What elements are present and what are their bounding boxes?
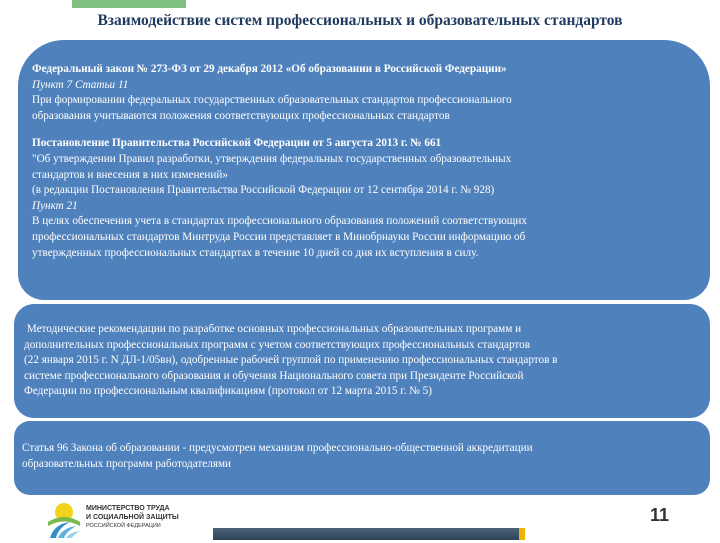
decree-name: "Об утверждении Правил разработки, утверждения федеральных государственных образовательных xyxy=(32,152,512,165)
text-line: (22 января 2015 г. N ДЛ-1/05вн), одобренные рабочей группой по применению профессиональных стандартов в xyxy=(24,354,558,367)
logo-line: И СОЦИАЛЬНОЙ ЗАЩИТЫ xyxy=(86,514,179,521)
page-number: 11 xyxy=(650,505,670,525)
text-line: дополнительных профессиональных программ с учетом соответствующих профессиональных стандартов xyxy=(24,338,531,351)
decree-clause: Пункт 21 xyxy=(32,199,78,212)
logo-line: РОССИЙСКОЙ ФЕДЕРАЦИИ xyxy=(86,523,161,529)
law-title: Федеральный закон № 273-ФЗ от 29 декабря 2012 «Об образовании в Российской Федерации» xyxy=(32,63,507,75)
text-line: Методические рекомендации по разработке основных профессиональных образовательных программ и xyxy=(24,323,522,335)
law-text: При формировании федеральных государственных образовательных стандартов профессионального xyxy=(32,94,512,107)
decree-title: Постановление Правительства Российской Федерации от 5 августа 2013 г. № 661 xyxy=(32,137,442,150)
slide-title: Взаимодействие систем профессиональных и образовательных стандартов xyxy=(97,12,623,29)
bottom-accent-bar xyxy=(213,528,525,540)
decree-text: утвержденных профессиональных стандартах в течение 10 дней со дня их вступления в силу. xyxy=(32,246,479,259)
logo-line: МИНИСТЕРСТВО ТРУДА xyxy=(86,505,170,512)
decree-name: стандартов и внесения в них изменений» xyxy=(32,168,228,181)
decree-revision: (в редакции Постановления Правительства Российской Федерации от 12 сентября 2014 г. № 928) xyxy=(32,184,495,197)
text-line: Статья 96 Закона об образовании - предусмотрен механизм профессионально-общественной аккредитации xyxy=(22,442,533,454)
text-line: Федерации по профессиональным квалификациям (протокол от 12 марта 2015 г. № 5) xyxy=(24,385,432,398)
law-text: образования учитываются положения соответствующих профессиональных стандартов xyxy=(32,109,450,122)
article-96-box xyxy=(14,421,710,495)
ministry-emblem-icon xyxy=(46,502,82,538)
top-accent-bar xyxy=(72,0,186,8)
decree-text: профессиональных стандартов Минтруда России представляет в Минобрнауки России информацию об xyxy=(32,230,526,243)
law-clause: Пункт 7 Статьи 11 xyxy=(32,78,129,91)
text-line: системе профессионального образования и обучения Национального совета при Президенте Российской xyxy=(24,369,524,382)
ministry-logo xyxy=(46,502,196,538)
methodical-recommendations-box xyxy=(14,304,710,418)
law-and-decree-box xyxy=(18,40,710,300)
decree-text: В целях обеспечения учета в стандартах профессионального образования положений соответствующих xyxy=(32,215,527,228)
text-line: образовательных программ работодателями xyxy=(22,457,232,470)
